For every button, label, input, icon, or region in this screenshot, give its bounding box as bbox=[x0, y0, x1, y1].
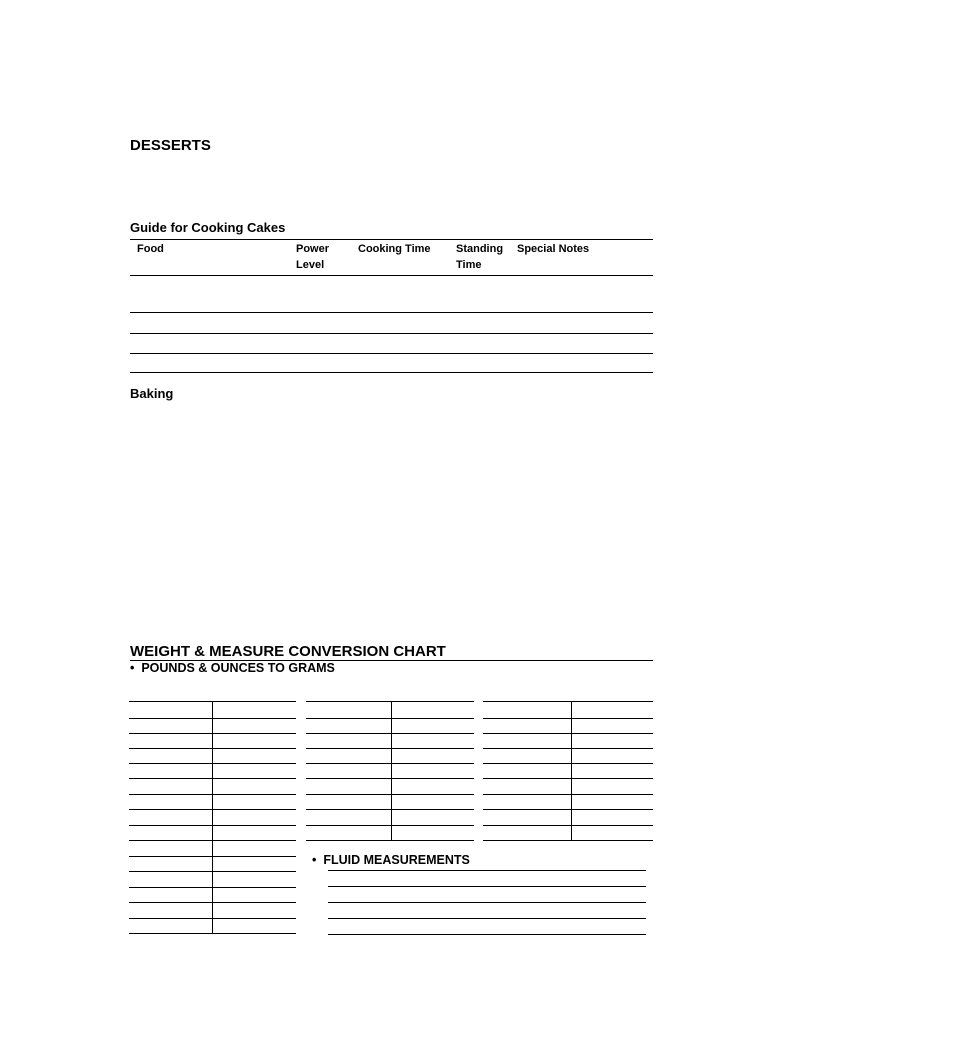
table-row-rule bbox=[306, 825, 474, 826]
fluid-measurements-title: FLUID MEASUREMENTS bbox=[323, 853, 470, 867]
header-power-level: Power Level bbox=[296, 243, 330, 271]
table-row-rule bbox=[306, 763, 474, 764]
table-row-rule bbox=[328, 886, 646, 887]
table-row-rule bbox=[129, 933, 296, 934]
table-row-rule bbox=[306, 718, 474, 719]
table-row-rule bbox=[306, 809, 474, 810]
cakes-row-rule bbox=[130, 353, 653, 354]
header-special-notes: Special Notes bbox=[517, 243, 590, 255]
bullet: • bbox=[312, 853, 317, 867]
baking-title: Baking bbox=[130, 386, 174, 401]
table-row-rule bbox=[483, 718, 653, 719]
table-row-rule bbox=[328, 902, 646, 903]
cakes-row-rule bbox=[130, 333, 653, 334]
cakes-table-bottom-rule bbox=[130, 372, 653, 373]
pounds-ounces-heading bbox=[130, 661, 335, 675]
table-row-rule bbox=[306, 794, 474, 795]
header-food: Food bbox=[137, 243, 164, 255]
table-row-rule bbox=[306, 733, 474, 734]
table-column-divider bbox=[212, 701, 213, 933]
table-row-rule bbox=[483, 825, 653, 826]
bullet: • bbox=[130, 661, 135, 675]
page-title: DESSERTS bbox=[130, 137, 211, 154]
fluid-measurements-heading bbox=[312, 853, 470, 867]
cakes-header-rule bbox=[130, 275, 653, 276]
table-row-rule bbox=[483, 763, 653, 764]
cakes-row-rule bbox=[130, 312, 653, 313]
table-row-rule bbox=[328, 870, 646, 871]
cakes-guide-title: Guide for Cooking Cakes bbox=[130, 220, 286, 235]
table-row-rule bbox=[483, 778, 653, 779]
table-row-rule bbox=[483, 840, 653, 841]
table-column-divider bbox=[571, 701, 572, 840]
table-row-rule bbox=[306, 840, 474, 841]
table-row-rule bbox=[483, 733, 653, 734]
table-row-rule bbox=[328, 918, 646, 919]
table-row-rule bbox=[306, 701, 474, 702]
table-row-rule bbox=[483, 809, 653, 810]
table-row-rule bbox=[328, 934, 646, 935]
table-row-rule bbox=[483, 701, 653, 702]
header-cooking-time: Cooking Time bbox=[358, 243, 431, 255]
table-row-rule bbox=[306, 778, 474, 779]
table-row-rule bbox=[306, 748, 474, 749]
pounds-ounces-title: POUNDS & OUNCES TO GRAMS bbox=[141, 661, 335, 675]
table-column-divider bbox=[391, 701, 392, 840]
header-standing-time: Standing Time bbox=[456, 243, 504, 271]
conversion-chart-title: WEIGHT & MEASURE CONVERSION CHART bbox=[130, 643, 446, 660]
table-row-rule bbox=[483, 748, 653, 749]
cakes-table-top-rule bbox=[130, 239, 653, 240]
table-row-rule bbox=[483, 794, 653, 795]
